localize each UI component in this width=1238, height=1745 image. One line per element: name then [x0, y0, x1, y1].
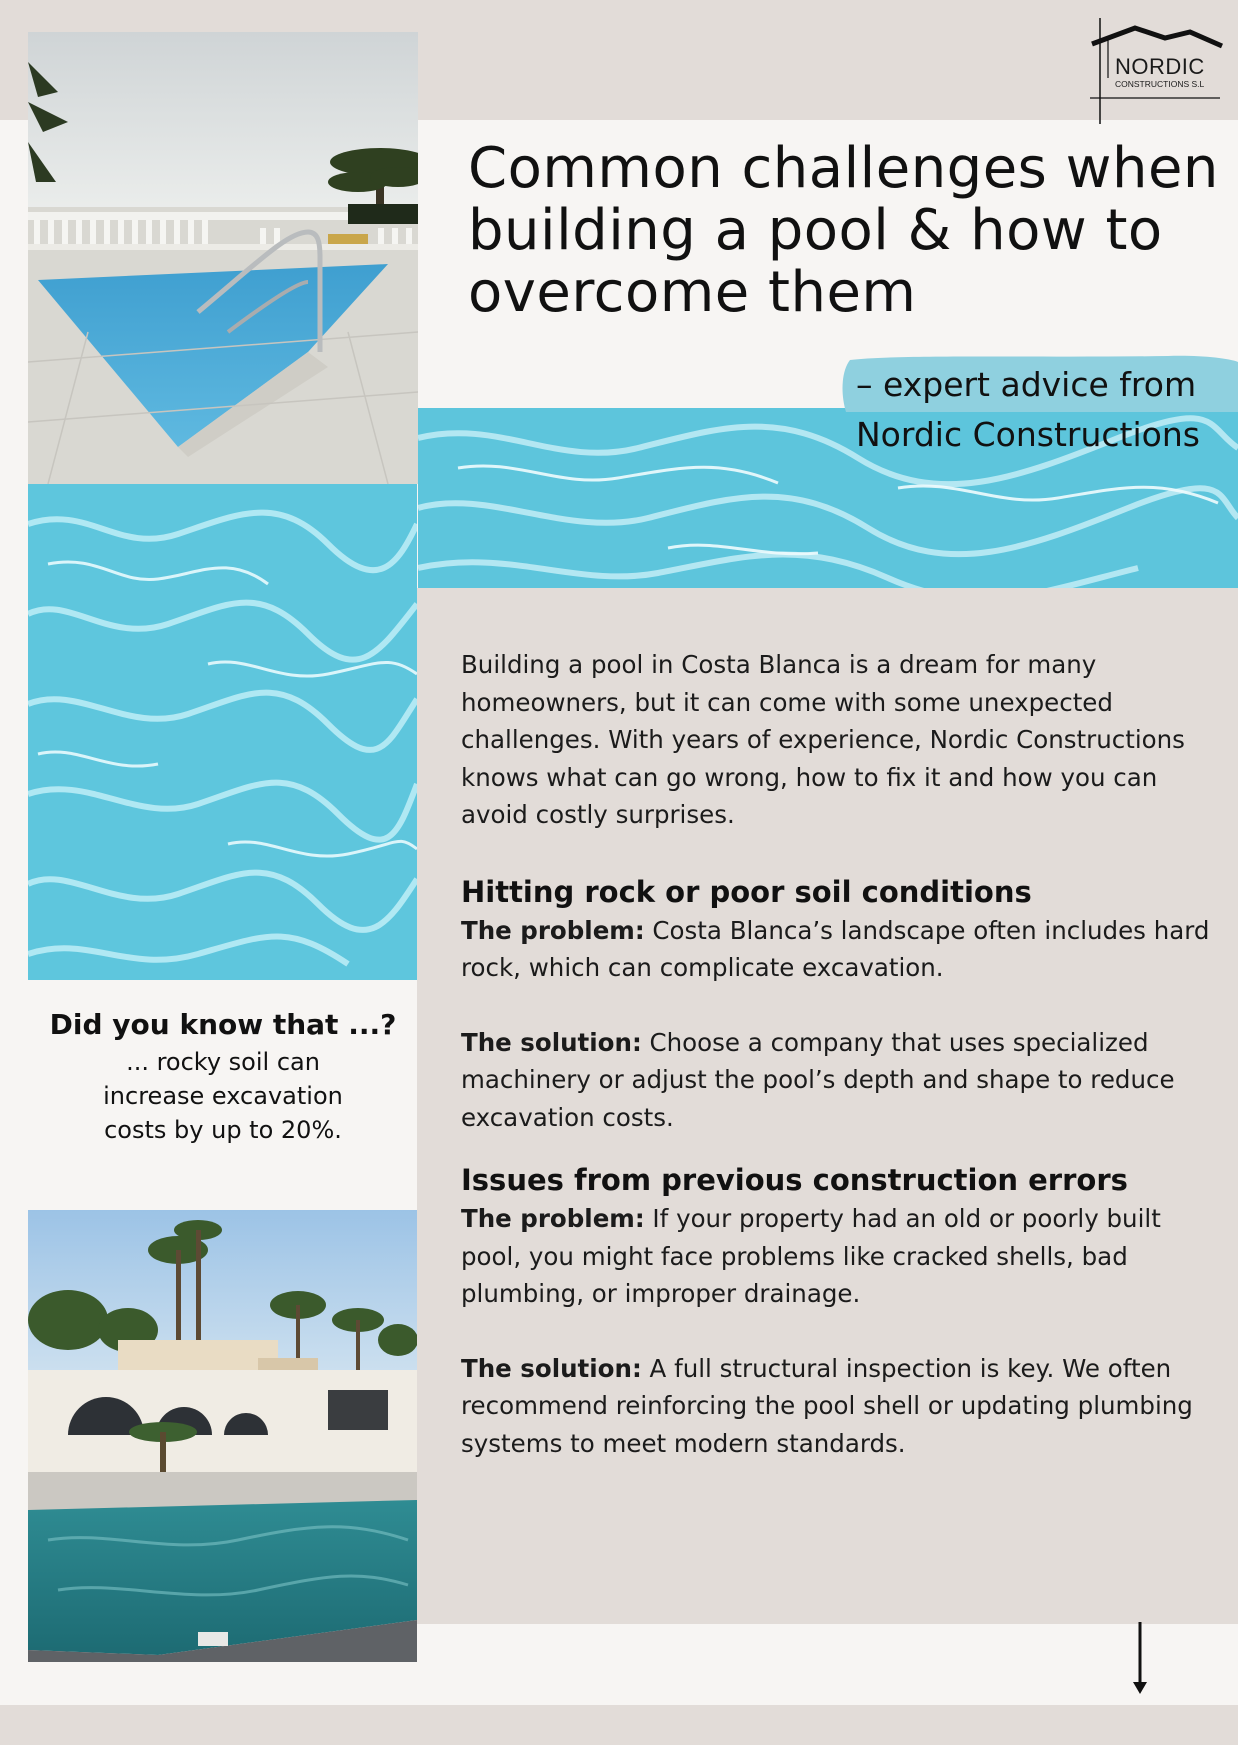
solution-text: A full structural inspection is key. We often recommend reinforcing the pool shell or updating plumbing systems to meet modern standards.: [461, 1353, 1193, 1458]
logo-wordmark: NORDIC: [1115, 54, 1205, 79]
logo-subtitle: CONSTRUCTIONS S.L: [1115, 79, 1205, 89]
problem-paragraph: [461, 1200, 1221, 1313]
did-you-know-text: ... rocky soil can increase excavation costs by up to 20%.: [103, 1048, 343, 1144]
problem-paragraph: [461, 912, 1221, 987]
did-you-know-title: Did you know that ...?: [49, 1008, 397, 1041]
problem-label: The problem:: [461, 1204, 645, 1233]
intro-paragraph: Building a pool in Costa Blanca is a dream for many homeowners, but it can come with some unexpected challenges. With years of experience, Nordic Constructions knows what can go wrong, how to fix it and how you can avoid costly surprises.: [461, 650, 1185, 829]
nordic-logo: [1090, 18, 1225, 126]
did-you-know-box: [28, 1005, 418, 1147]
problem-text: If your property had an old or poorly built pool, you might face problems like cracked shells, bad plumbing, or improper drainage.: [461, 1204, 1161, 1308]
water-texture-left: [28, 484, 417, 980]
page-subtitle: – expert advice from Nordic Constructions: [856, 365, 1200, 454]
solution-label: The solution:: [461, 1027, 642, 1057]
solution-paragraph: [461, 1024, 1221, 1137]
bottom-band: [0, 1705, 1238, 1745]
section-heading: Issues from previous construction errors: [461, 1163, 1128, 1197]
problem-label: The problem:: [461, 915, 645, 945]
solution-paragraph: [461, 1350, 1221, 1463]
arrow-down-icon: [1130, 1622, 1150, 1694]
villa-pool-photo: [28, 1210, 417, 1662]
page-title: Common challenges when building a pool & how to overcome them: [468, 136, 1219, 325]
problem-text: Costa Blanca’s landscape often includes hard rock, which can complicate excavation.: [461, 915, 1210, 982]
pool-photo: [28, 32, 418, 484]
solution-label: The solution:: [461, 1353, 642, 1383]
section-heading: Hitting rock or poor soil conditions: [461, 874, 1032, 909]
article-body: [461, 646, 1221, 1462]
solution-text: Choose a company that uses specialized machinery or adjust the pool’s depth and shape to reduce excavation costs.: [461, 1027, 1175, 1132]
